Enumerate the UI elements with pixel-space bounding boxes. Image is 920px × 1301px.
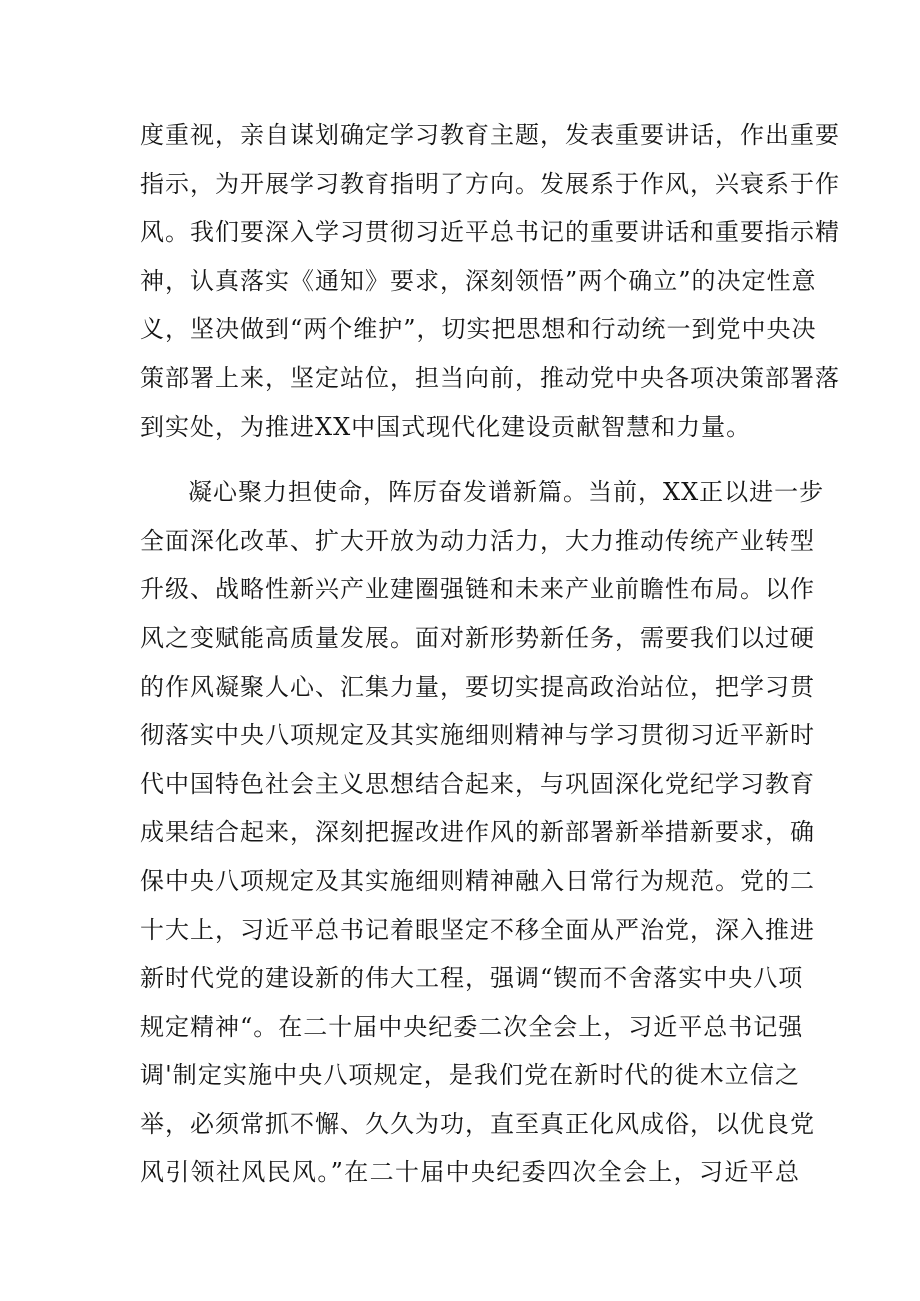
text-line: 到实处，为推进XX中国式现代化建设贡献智慧和力量。 bbox=[140, 412, 752, 441]
text-line: 度重视，亲自谋划确定学习教育主题，发表重要讲话，作出重要 bbox=[140, 121, 840, 149]
text-line: 升级、战略性新兴产业建圈强链和未来产业前瞻性布局。以作 bbox=[140, 575, 815, 604]
document-body bbox=[140, 111, 840, 1197]
text-line: 调'制定实施中央八项规定，是我们党在新时代的徙木立信之 bbox=[140, 1061, 800, 1090]
paragraph-spacing bbox=[140, 451, 800, 468]
text-line: 新时代党的建设新的伟大工程，强调“锲而不舍落实中央八项 bbox=[140, 964, 804, 993]
text-line: 神，认真落实《通知》要求，深刻领悟”两个确立”的决定性意 bbox=[140, 266, 817, 295]
text-line: 风。我们要深入学习贯彻习近平总书记的重要讲话和重要指示精 bbox=[140, 218, 840, 247]
text-line: 代中国特色社会主义思想结合起来，与巩固深化党纪学习教育 bbox=[140, 769, 815, 798]
text-line: 风之变赋能高质量发展。面对新形势新任务，需要我们以过硬 bbox=[140, 623, 815, 652]
text-line: 义，坚决做到“两个维护”，切实把思想和行动统一到党中央决 bbox=[140, 315, 817, 344]
text-line: 保中央八项规定及其实施细则精神融入日常行为规范。党的二 bbox=[140, 866, 815, 895]
text-line: 全面深化改革、扩大开放为动力活力，大力推动传统产业转型 bbox=[140, 526, 815, 555]
text-line: 举，必须常抓不懈、久久为功，直至真正化风成俗，以优良党 bbox=[140, 1109, 815, 1138]
text-line: 风引领社风民风。”在二十届中央纪委四次全会上，习近平总 bbox=[140, 1158, 800, 1187]
text-line: 指示，为开展学习教育指明了方向。发展系于作风，兴衰系于作 bbox=[140, 169, 840, 198]
text-line: 彻落实中央八项规定及其实施细则精神与学习贯彻习近平新时 bbox=[140, 721, 815, 750]
paragraph-2 bbox=[140, 468, 825, 1197]
text-line: 十大上，习近平总书记着眼坚定不移全面从严治党，深入推进 bbox=[140, 915, 815, 944]
text-line: 成果结合起来，深刻把握改进作风的新部署新举措新要求，确 bbox=[140, 818, 815, 847]
text-line: 规定精神“。在二十届中央纪委二次全会上，习近平总书记强 bbox=[140, 1012, 804, 1041]
text-line: 凝心聚力担使命，阵厉奋发谱新篇。当前，XX正以进一步 bbox=[188, 478, 825, 507]
paragraph-1 bbox=[140, 111, 840, 451]
text-line: 策部署上来，坚定站位，担当向前，推动党中央各项决策部署落 bbox=[140, 363, 840, 392]
text-line: 的作风凝聚人心、汇集力量，要切实提高政治站位，把学习贯 bbox=[140, 672, 815, 701]
